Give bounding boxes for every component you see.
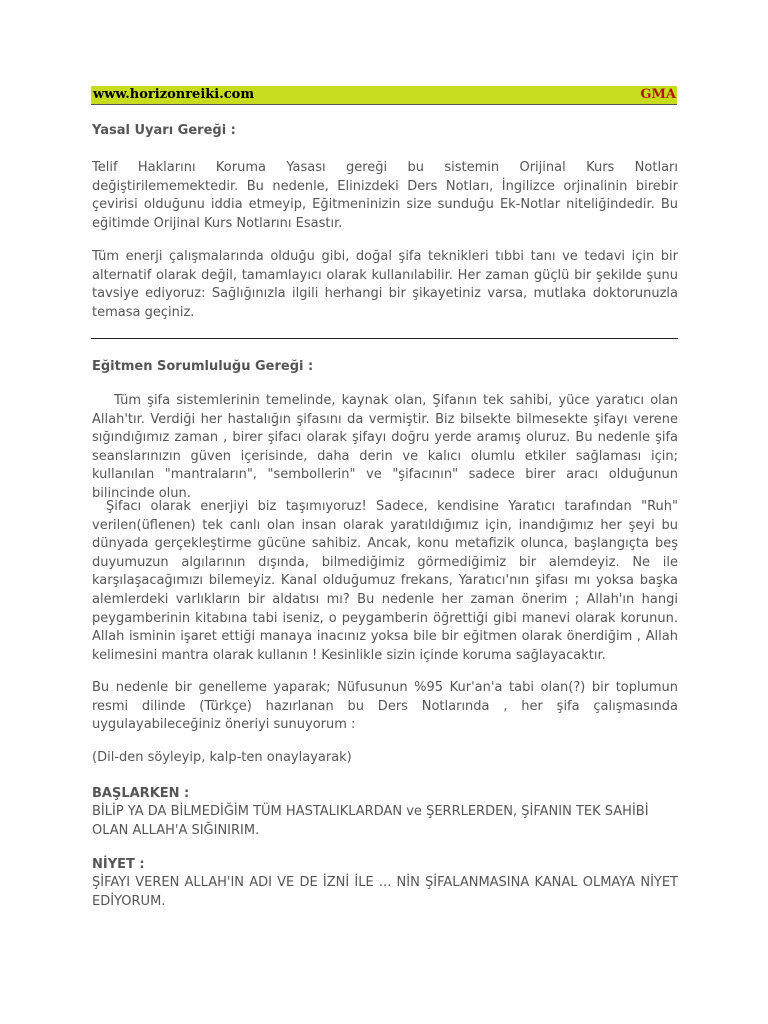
legal-paragraph-2: Tüm enerji çalışmalarında olduğu gibi, doğal şifa teknikleri tıbbi tanı ve tedavi için bir alternatif olarak değil, tamamlayıcı olarak kullanılabilir. Her zaman güçlü bir şekilde şunu tavsiye ediyoruz: Sağlığınızla ilgili herhangi bir şikayetiniz varsa, mutlaka doktorunuzla temasa geçiniz. (92, 249, 678, 320)
trainer-paragraph-3: Bu nedenle bir genelleme yaparak; Nüfusunun %95 Kur'an'a tabi olan(?) bir toplumun resmi dilinde (Türkçe) hazırlanan bu Ders Notlarında , her şifa çalışmasında uygulayabileceğiniz öneriyi sunuyorum : (92, 680, 678, 733)
header-bar (91, 86, 677, 105)
header-tag: GMA (640, 87, 676, 102)
website-link[interactable]: www.horizonreiki.com (93, 87, 255, 102)
intent-text: ŞİFAYI VEREN ALLAH'IN ADI VE DE İZNİ İLE ... NİN ŞİFALANMASINA KANAL OLMAYA NİYET EDİYORUM. (92, 875, 678, 909)
start-heading: BAŞLARKEN : (92, 786, 190, 801)
section-divider (91, 338, 678, 339)
trainer-paragraph-4: (Dil-den söyleyip, kalp-ten onaylayarak) (92, 750, 352, 765)
trainer-paragraph-1: Tüm şifa sistemlerinin temelinde, kaynak olan, Şifanın tek sahibi, yüce yaratıcı olan Allah'tır. Verdiği her hastalığın şifasını da vermiştir. Biz bilsekte bilmesekte şifayı verene sığındığımız zaman , birer şifacı olarak şifayı doğru yerde aramış oluruz. Bu nedenle şifa seanslarınızın güven içerisinde, daha derin ve kalıcı olumlu etkiler sağlaması için; kullanılan "mantraların", "sembollerin" ve "şifacının" sadece birer aracı olduğunun bilincinde olun. (92, 393, 678, 501)
trainer-paragraph-2: Şifacı olarak enerjiyi biz taşımıyoruz! Sadece, kendisine Yaratıcı tarafından "Ruh" verilen(üflenen) tek canlı olan insan olarak yaratıldığımız için, inandığımız her şeyi bu dünyada gerçekleştirme gücüne sahibiz. Ancak, konu metafizik olunca, başlangıçta beş duyumuzun algılarının dışında, bilmediğimiz görmediğimiz bir alemdeyiz. Ne ile karşılaşacağımızı bilemeyiz. Kanal olduğumuz frekans, Yaratıcı'nın şifası mı yoksa başka alemlerdeki varlıkların bir aldatısı mı? Bu nedenle her zaman önerim ; Allah'ın hangi peygamberinin kitabına tabi iseniz, o peygamberin öğrettiği gibi manevi olarak korunun. Allah isminin işaret ettiği manaya inacınız yoksa bile bir eğitmen olarak önerdiğim , Allah kelimesini mantra olarak kullanın ! Kesinlikle sizin içinde koruma sağlayacaktır. (92, 499, 678, 663)
trainer-heading: Eğitmen Sorumluluğu Gereği : (92, 359, 314, 374)
legal-paragraph-1: Telif Haklarını Koruma Yasası gereği bu sistemin Orijinal Kurs Notları değiştirilememektedir. Bu nedenle, Elinizdeki Ders Notları, İngilizce orjinalinin birebir çevirisi olduğunu iddia etmeyip, Eğitmeninizin size sunduğu Ek-Notlar niteliğindedir. Bu eğitimde Orijinal Kurs Notlarını Esastır. (92, 160, 678, 231)
intent-heading: NİYET : (92, 857, 145, 872)
legal-heading: Yasal Uyarı Gereği : (92, 123, 236, 138)
start-text: BİLİP YA DA BİLMEDİĞİM TÜM HASTALIKLARDAN ve ŞERRLERDEN, ŞİFANIN TEK SAHİBİ OLAN ALLAH'A SIĞINIRIM. (92, 804, 649, 838)
